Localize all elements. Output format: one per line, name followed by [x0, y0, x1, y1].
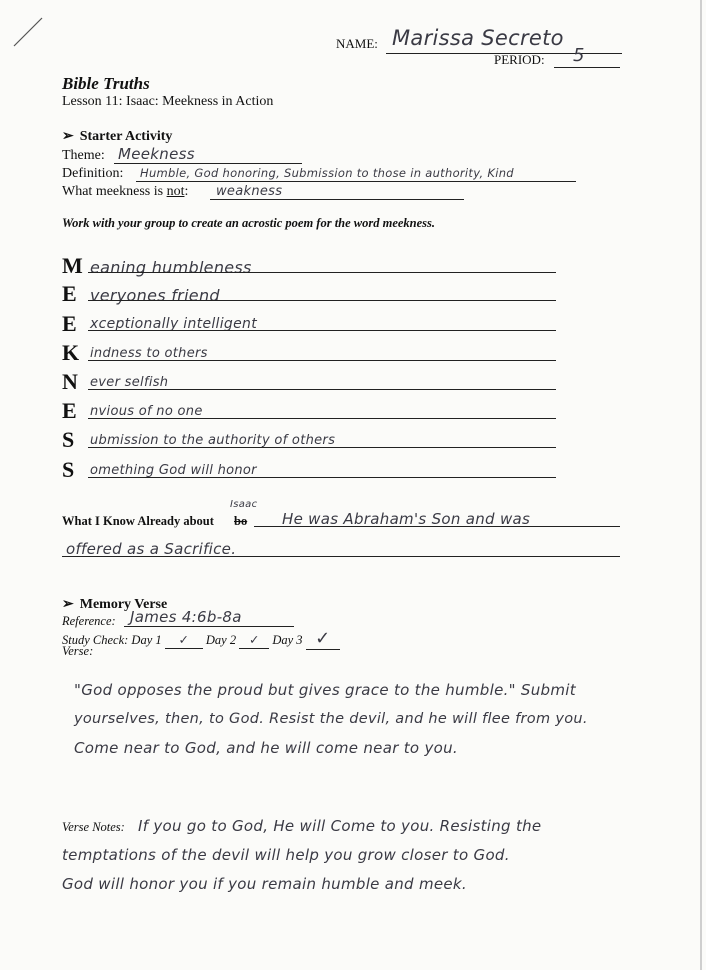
checkmark-icon: ✓: [178, 632, 189, 647]
theme-underline: [114, 163, 302, 164]
not-label: [62, 184, 188, 200]
verse-line: yourselves, then, to God. Resist the devil, and he will flee from you.: [74, 711, 588, 727]
know-label: What I Know Already about: [62, 514, 214, 528]
page-title: Bible Truths: [62, 74, 150, 93]
memory-heading-text: Memory Verse: [79, 597, 168, 612]
definition-value: Humble, God honoring, Submission to those in authority, Kind: [140, 166, 514, 180]
acrostic-letter: S: [62, 427, 75, 452]
reference-underline: [124, 626, 294, 627]
acrostic-line: [88, 300, 556, 301]
reference-value: James 4:6b-8a: [130, 608, 242, 626]
verse-notes-text: [62, 812, 682, 899]
not-value: weakness: [216, 184, 283, 199]
theme-value: Meekness: [118, 145, 195, 163]
name-value: Marissa Secreto: [392, 26, 564, 50]
acrostic-entry: omething God will honor: [90, 463, 257, 478]
name-label: NAME:: [336, 36, 378, 51]
acrostic-entry: ever selfish: [90, 375, 169, 390]
definition-label: Definition:: [62, 166, 124, 181]
acrostic-entry: veryones friend: [90, 286, 220, 305]
know-inserted-word: Isaac: [230, 499, 258, 510]
acrostic-line: [88, 330, 556, 331]
verse-text: [74, 676, 674, 763]
know-line-2: offered as a Sacrifice.: [66, 540, 237, 558]
acrostic-letter: M: [62, 253, 83, 278]
acrostic-letter: S: [62, 457, 75, 482]
acrostic-letter: K: [62, 340, 80, 365]
not-label-underlined: not: [166, 184, 185, 199]
period-label: PERIOD:: [494, 52, 545, 67]
acrostic-line: [88, 418, 556, 419]
not-label-pre: What meekness is: [62, 184, 167, 199]
acrostic-entry: ubmission to the authority of others: [90, 433, 336, 448]
know-crossed-word: bo: [234, 514, 248, 528]
acrostic-entry: nvious of no one: [90, 404, 203, 419]
pencil-slash-mark: [8, 14, 48, 50]
notes-line: temptations of the devil will help you grow closer to God.: [62, 846, 510, 864]
study-check-row: [62, 628, 340, 650]
acrostic-line: [88, 447, 556, 448]
day2-label: Day 2: [205, 633, 237, 647]
starter-heading-text: Starter Activity: [79, 129, 173, 144]
period-underline: [554, 67, 620, 68]
reference-label: Reference:: [62, 614, 116, 628]
lesson-title: Lesson 11: Isaac: Meekness in Action: [62, 94, 274, 109]
not-label-post: :: [184, 184, 189, 199]
acrostic-letter: N: [62, 369, 78, 394]
verse-label: Verse:: [62, 644, 94, 658]
period-value: 5: [573, 45, 585, 66]
definition-underline: [136, 181, 576, 182]
checkmark-icon: ✓: [315, 628, 331, 649]
acrostic-line: [88, 477, 556, 478]
verse-line: Come near to God, and he will come near to you.: [74, 739, 458, 757]
notes-line: If you go to God, He will Come to you. Resisting the: [138, 817, 542, 835]
day1-label: Day 1: [131, 633, 162, 647]
acrostic-entry: indness to others: [90, 346, 208, 361]
know-line-1: He was Abraham's Son and was: [282, 510, 531, 528]
acrostic-line: [88, 272, 556, 273]
acrostic-line: [88, 389, 556, 390]
theme-label: Theme:: [62, 148, 105, 163]
scan-edge-shadow: [700, 0, 702, 970]
starter-heading: [62, 128, 172, 145]
day3-label: Day 3: [272, 633, 303, 647]
acrostic-letter: E: [62, 311, 77, 336]
acrostic-line: [88, 360, 556, 361]
verse-line: "God opposes the proud but gives grace to the humble." Submit: [74, 681, 576, 699]
acrostic-letter: E: [62, 398, 77, 423]
verse-notes-label: Verse Notes:: [62, 820, 125, 834]
acrostic-entry: eaning humbleness: [90, 258, 252, 277]
know-underline-1: [254, 526, 620, 527]
acrostic-entry: xceptionally intelligent: [90, 316, 257, 332]
not-underline: [210, 199, 464, 200]
checkmark-icon: ✓: [248, 632, 260, 647]
study-check-label: Study Check:: [62, 633, 129, 647]
acrostic-instruction: Work with your group to create an acrostic poem for the word meekness.: [62, 216, 436, 230]
notes-line: God will honor you if you remain humble and meek.: [62, 875, 467, 893]
bullet-arrow-icon: ➢: [62, 597, 74, 612]
bullet-arrow-icon: ➢: [62, 129, 74, 144]
acrostic-letter: E: [62, 281, 77, 306]
know-underline-2: [62, 556, 620, 557]
